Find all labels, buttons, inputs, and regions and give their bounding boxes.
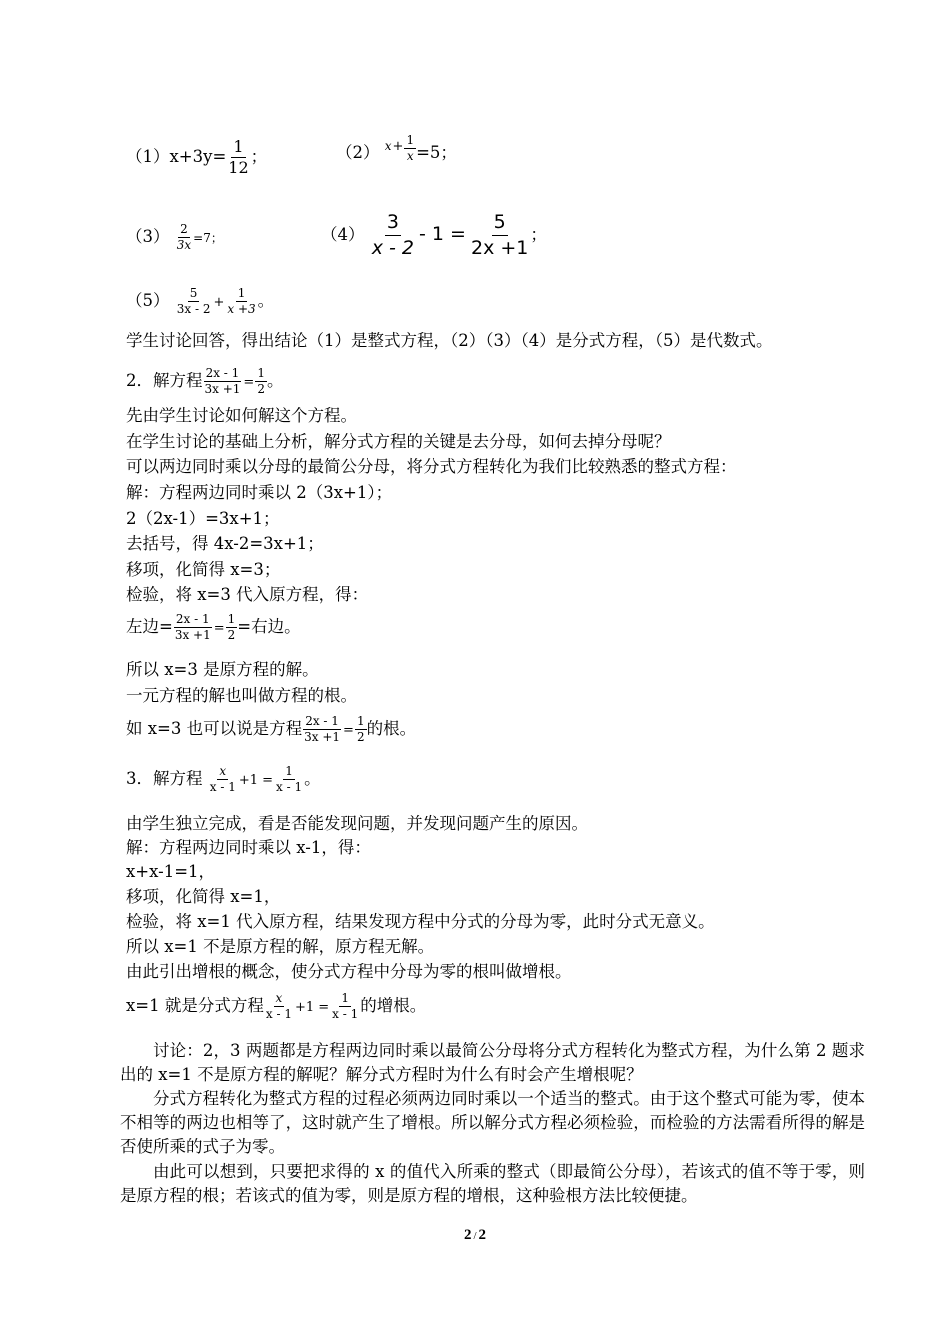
text-line: 所以 x=3 是原方程的解。 [126,660,319,679]
item-3: （3） $\frac{2}{3x}$ =7； [126,222,223,252]
text-line: 检验，将 x=3 代入原方程，得： [126,585,369,604]
text-line: 所以 x=1 不是原方程的解，原方程无解。 [126,937,435,956]
item-4: （4） $\frac{3}{x - 2}$ - 1 = $\frac{5}{2x +1}$ ； [321,211,547,259]
fraction: $\frac{1}{x +3}$ [227,286,256,316]
text-line: 移项，化简得 x=1， [126,887,281,906]
text-line: 一元方程的解也叫做方程的根。 [126,686,357,705]
fraction: $\frac{3}{x - 2}$ [371,211,415,259]
text-line: 解：方程两边同时乘以 x-1，得： [126,838,371,857]
fraction: $\frac{2}{3x}$ [176,222,192,252]
fraction: $\frac{x}{x - 1}$ [265,991,292,1021]
text-line: 由此引出增根的概念，使分式方程中分母为零的根叫做增根。 [126,962,572,981]
text-line: 解：方程两边同时乘以 2（3x+1）； [126,483,393,502]
root-example: 如 x=3 也可以说是方程 $\frac{2x - 1}{3x +1}$ = $\frac{1}{2}$ 的根。 [126,714,417,744]
question-3: 3．解方程 $\frac{x}{x - 1}$ +1 = $\frac{1}{x - 1}$ 。 [126,764,321,794]
question-2: 2．解方程 $\frac{2x - 1}{3x +1}$ = $\frac{1}{2}$ 。 [126,366,284,396]
method-paragraph: 由此可以想到，只要把求得的 x 的值代入所乘的整式（即最简公分母），若该式的值不等于零，则是原方程的根；若该式的值为零，则是原方程的增根，这种验根方法比较便捷。 [120,1162,865,1205]
check-left-side: 左边= $\frac{2x - 1}{3x +1}$ = $\frac{1}{2}$ =右边。 [126,612,301,642]
fraction: $\frac{5}{3x - 2}$ [176,286,211,316]
text-line: 由学生独立完成，看是否能发现问题，并发现问题产生的原因。 [126,814,588,833]
fraction: $\frac{2x - 1}{3x +1}$ [174,612,211,642]
text-line: 在学生讨论的基础上分析，解分式方程的关键是去分母，如何去掉分母呢？ [126,432,671,451]
fraction: $\frac{1}{2}$ [356,714,365,744]
page-number: 2 / 2 [463,1227,487,1243]
discussion-paragraph: 讨论：2，3 两题都是方程两边同时乘以最简公分母将分式方程转化为整式方程，为什么第 2 题求出的 x=1 不是原方程的解呢？解分式方程时为什么有时会产生增根呢？ [120,1041,865,1084]
fraction: $\frac{2x - 1}{3x +1}$ [204,366,241,396]
fraction: $\frac{1}{2}$ [257,366,265,396]
fraction: $\frac{5}{2x +1}$ [470,211,529,259]
fraction: $\frac{1}{x - 1}$ [332,991,359,1021]
fraction: $\frac{2x - 1}{3x +1}$ [304,714,341,744]
text-line: 去括号，得 4x-2=3x+1； [126,534,324,553]
fraction: $\frac{1}{12}$ [228,137,249,177]
text-line: 可以两边同时乘以分母的最简公分母，将分式方程转化为我们比较熟悉的整式方程： [126,457,737,476]
extraneous-root-example: x=1 就是分式方程 $\frac{x}{x - 1}$ +1 = $\frac{1}{x - 1}$ 的增根。 [126,991,427,1021]
fraction: $\frac{1}{2}$ [227,612,236,642]
reason-paragraph: 分式方程转化为整式方程的过程必须两边同时乘以一个适当的整式。由于这个整式可能为零，使本不相等的两边也相等了，这时就产生了增根。所以解分式方程必须检验，而检验的方法需看所得的解是否使所乘的式子为零。 [120,1089,865,1156]
item-2: （2） $^{x+}$ $\frac{1}{x}$ =5； [336,133,457,163]
text-line: 检验，将 x=1 代入原方程，结果发现方程中分式的分母为零，此时分式无意义。 [126,912,715,931]
item-1: （1）x+3y= $\frac{1}{12}$ ； [126,137,268,177]
text-line: x+x-1=1， [126,862,216,881]
fraction: $\frac{1}{x - 1}$ [276,764,303,794]
fraction: $\frac{1}{x}$ [406,133,415,163]
text-line: 移项，化简得 x=3； [126,560,281,579]
text-line: 先由学生讨论如何解这个方程。 [126,406,357,425]
fraction: $\frac{x}{x - 1}$ [209,764,236,794]
conclusion-text: 学生讨论回答，得出结论（1）是整式方程，（2）（3）（4）是分式方程，（5）是代数式。 [126,331,773,350]
item-5: （5） $\frac{5}{3x - 2}$ + $\frac{1}{x +3}$ 。 [126,286,275,316]
text-line: 2（2x-1）=3x+1； [126,509,280,528]
